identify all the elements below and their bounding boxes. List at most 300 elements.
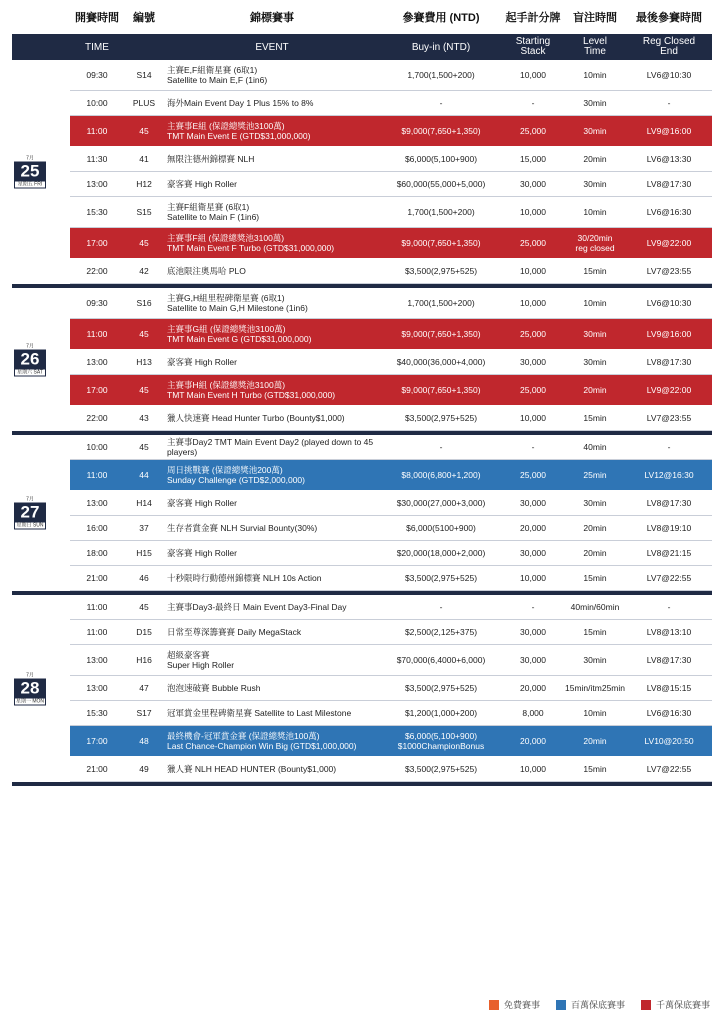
event-level-main: 10min: [583, 298, 607, 308]
event-name: [164, 602, 380, 612]
event-stack: 25,000: [520, 470, 546, 480]
event-stack: 30,000: [520, 627, 546, 637]
event-stack: 10,000: [520, 764, 546, 774]
event-time: 16:00: [86, 523, 108, 533]
event-name-line1: 超級豪客賽: [167, 650, 210, 660]
event-buyin: [380, 470, 502, 480]
header-time-en: TIME: [85, 41, 109, 53]
event-buyin: [380, 385, 502, 395]
event-name-line1: 十秒限時行動德州錦標賽 NLH 10s Action: [167, 573, 322, 583]
event-stack: 10,000: [520, 413, 546, 423]
event-name-line2: TMT Main Event F Turbo (GTD$31,000,000): [167, 243, 335, 253]
event-number: 44: [139, 470, 149, 480]
date-day: 27: [14, 503, 46, 523]
event-time: 11:30: [86, 154, 108, 164]
table-row: [70, 350, 712, 375]
event-stack: 30,000: [520, 357, 546, 367]
event-buyin-main: -: [439, 602, 443, 612]
legend-item: [641, 998, 710, 1011]
event-buyin-main: $20,000(18,000+2,000): [396, 548, 486, 558]
event-name-line1: 海外Main Event Day 1 Plus 15% to 8%: [167, 98, 314, 108]
table-row: [70, 620, 712, 645]
event-level: [564, 207, 626, 217]
event-time: 17:00: [86, 238, 108, 248]
event-buyin: [380, 764, 502, 774]
event-time: 21:00: [86, 764, 108, 774]
event-level-main: 30min: [583, 655, 607, 665]
event-level: [564, 655, 626, 665]
event-time: 15:30: [86, 207, 108, 217]
event-name-line1: 豪客賽 High Roller: [167, 498, 237, 508]
event-buyin-main: $70,000(6,4000+6,000): [396, 655, 486, 665]
event-buyin-main: $1,200(1,000+200): [404, 708, 478, 718]
table-row: [70, 259, 712, 284]
day-group: [12, 288, 712, 435]
legend: [489, 998, 710, 1011]
event-buyin: [380, 573, 502, 583]
event-level: [564, 470, 626, 480]
event-name-line1: 底池限注奧馬哈 PLO: [167, 266, 246, 276]
event-number: 47: [139, 683, 149, 693]
event-stack: 25,000: [520, 238, 546, 248]
event-reg-close: LV6@16:30: [646, 207, 692, 217]
table-row: [70, 726, 712, 757]
event-name: [164, 548, 380, 558]
event-name-line1: 豪客賽 High Roller: [167, 548, 237, 558]
event-buyin: [380, 498, 502, 508]
event-name: [164, 266, 380, 276]
event-buyin-main: -: [439, 442, 443, 452]
event-time: 13:00: [86, 655, 108, 665]
event-number: 37: [139, 523, 149, 533]
table-row: [70, 595, 712, 620]
event-reg-close: LV8@17:30: [646, 655, 692, 665]
event-level-main: 25min: [583, 470, 607, 480]
event-buyin: [380, 413, 502, 423]
event-stack: 8,000: [522, 708, 544, 718]
event-level-main: 30min: [583, 498, 607, 508]
event-buyin-main: $60,000(55,000+5,000): [396, 179, 486, 189]
event-name: [164, 650, 380, 670]
event-name: [164, 683, 380, 693]
event-buyin-main: $40,000(36,000+4,000): [396, 357, 486, 367]
header-no-zh: 編號: [133, 12, 155, 24]
event-reg-close: LV7@22:55: [646, 764, 692, 774]
event-reg-close: LV6@16:30: [646, 708, 692, 718]
table-row: [70, 288, 712, 319]
event-buyin: [380, 154, 502, 164]
event-reg-close: LV6@10:30: [646, 298, 692, 308]
event-time: 09:30: [86, 70, 108, 80]
event-time: 11:00: [86, 470, 108, 480]
event-rows: [70, 435, 712, 591]
event-reg-close: LV6@10:30: [646, 70, 692, 80]
event-name-line1: 生存者賞金賽 NLH Survial Bounty(30%): [167, 523, 318, 533]
event-level: [564, 266, 626, 276]
header-reg-en: Reg Closed End: [642, 36, 696, 57]
event-time: 10:00: [86, 442, 108, 452]
event-number: 42: [139, 266, 149, 276]
event-name: [164, 465, 380, 485]
event-level: [564, 764, 626, 774]
table-row: [70, 116, 712, 147]
event-number: 45: [139, 126, 149, 136]
event-name: [164, 357, 380, 367]
event-number: H16: [136, 655, 152, 665]
event-level-main: 20min: [583, 154, 607, 164]
table-row: [70, 228, 712, 259]
date-weekday: 星期日 SUN: [14, 523, 46, 530]
event-name-line1: 主賽事E組 (保證總獎池3100萬): [167, 121, 285, 131]
event-name-line2: Satellite to Main E,F (1in6): [167, 75, 268, 85]
event-reg-close: LV7@22:55: [646, 573, 692, 583]
event-name-line2: Last Chance-Champion Win Big (GTD$1,000,000): [167, 741, 357, 751]
event-buyin: [380, 627, 502, 637]
event-level-main: 40min/60min: [570, 602, 620, 612]
event-level: [564, 179, 626, 189]
table-row: [70, 435, 712, 460]
event-level-main: 15min: [583, 573, 607, 583]
event-name: [164, 413, 380, 423]
event-number: 49: [139, 764, 149, 774]
event-buyin: [380, 442, 502, 452]
event-name-line1: 主賽事Day2 TMT Main Event Day2 (played down to 45 players): [167, 437, 374, 457]
event-reg-close: LV9@22:00: [646, 238, 692, 248]
event-buyin: [380, 357, 502, 367]
event-buyin: [380, 655, 502, 665]
event-time: 11:00: [86, 602, 108, 612]
table-row: [70, 566, 712, 591]
event-time: 18:00: [86, 548, 108, 558]
event-name: [164, 179, 380, 189]
event-level-main: 30/20min: [577, 233, 613, 243]
event-reg-close: LV8@17:30: [646, 498, 692, 508]
day-group: [12, 595, 712, 786]
event-buyin: [380, 126, 502, 136]
event-reg-close: LV6@13:30: [646, 154, 692, 164]
event-stack: 30,000: [520, 548, 546, 558]
header-stack-zh: 起手計分牌: [505, 12, 561, 24]
event-reg-close: LV8@13:10: [646, 627, 692, 637]
event-level: [564, 233, 626, 253]
event-level: [564, 602, 626, 612]
event-number: S16: [136, 298, 152, 308]
event-name-line2: Sunday Challenge (GTD$2,000,000): [167, 475, 305, 485]
event-level-main: 10min: [583, 70, 607, 80]
event-buyin-main: $30,000(27,000+3,000): [396, 498, 486, 508]
event-name-line1: 周日挑戰賽 (保證總獎池200萬): [167, 465, 283, 475]
event-rows: [70, 60, 712, 284]
day-group: [12, 435, 712, 595]
event-name-line1: 獵人賽 NLH HEAD HUNTER (Bounty$1,000): [167, 764, 337, 774]
event-stack: 10,000: [520, 207, 546, 217]
event-time: 22:00: [86, 266, 108, 276]
event-level: [564, 329, 626, 339]
header-english: [12, 34, 712, 60]
event-number: 46: [139, 573, 149, 583]
event-number: H12: [136, 179, 152, 189]
table-row: [70, 60, 712, 91]
event-time: 17:00: [86, 736, 108, 746]
event-name-line2: Super High Roller: [167, 660, 235, 670]
event-number: PLUS: [132, 98, 156, 108]
event-stack: 15,000: [520, 154, 546, 164]
event-number: 45: [139, 238, 149, 248]
event-stack: -: [531, 602, 535, 612]
event-reg-close: LV8@19:10: [646, 523, 692, 533]
event-number: S17: [136, 708, 152, 718]
event-name-line1: 主賽G,H組里程碑衛星賽 (6取1): [167, 293, 285, 303]
event-name-line1: 主賽事F組 (保證總獎池3100萬): [167, 233, 285, 243]
event-time: 10:00: [86, 98, 108, 108]
event-level: [564, 498, 626, 508]
event-time: 13:00: [86, 498, 108, 508]
event-stack: 25,000: [520, 126, 546, 136]
event-buyin-main: 1,700(1,500+200): [407, 298, 475, 308]
event-buyin-extra: $1000ChampionBonus: [397, 741, 485, 751]
event-buyin: [380, 266, 502, 276]
header-level-zh: 盲注時間: [573, 12, 617, 24]
event-reg-close: LV9@16:00: [646, 126, 692, 136]
event-name-line2: TMT Main Event H Turbo (GTD$31,000,000): [167, 390, 336, 400]
event-time: 13:00: [86, 357, 108, 367]
event-name: [164, 324, 380, 344]
event-stack: 25,000: [520, 329, 546, 339]
event-level: [564, 736, 626, 746]
event-number: 45: [139, 329, 149, 339]
event-name: [164, 293, 380, 313]
event-rows: [70, 595, 712, 782]
event-name-line1: 冠軍賞金里程碑衛星賽 Satellite to Last Milestone: [167, 708, 352, 718]
event-number: 41: [139, 154, 149, 164]
event-buyin-main: $6,000(5,100+900): [404, 731, 478, 741]
event-level: [564, 413, 626, 423]
event-number: H15: [136, 548, 152, 558]
event-name: [164, 121, 380, 141]
event-name: [164, 731, 380, 751]
event-stack: -: [531, 442, 535, 452]
header-stack-en: Starting Stack: [515, 36, 551, 57]
event-buyin-main: $6,000(5100+900): [406, 523, 476, 533]
event-name: [164, 380, 380, 400]
table-row: [70, 406, 712, 431]
header-reg-zh: 最後參賽時間: [636, 12, 702, 24]
date-weekday: 星期六 SAT: [14, 369, 46, 376]
date-month: 7月: [26, 496, 34, 503]
event-buyin-main: $9,000(7,650+1,350): [401, 329, 481, 339]
header-chinese: [12, 0, 712, 34]
event-name: [164, 627, 380, 637]
event-buyin: [380, 70, 502, 80]
event-name-line1: 豪客賽 High Roller: [167, 357, 237, 367]
event-name: [164, 708, 380, 718]
event-level: [564, 298, 626, 308]
event-buyin: [380, 708, 502, 718]
event-reg-close: LV12@16:30: [644, 470, 694, 480]
event-name: [164, 764, 380, 774]
event-level: [564, 442, 626, 452]
header-event-en: EVENT: [255, 41, 289, 53]
event-level: [564, 357, 626, 367]
event-level-main: 10min: [583, 207, 607, 217]
event-name: [164, 65, 380, 85]
header-time-zh: 開賽時間: [75, 12, 119, 24]
legend-label: 百萬保底賽事: [570, 1000, 625, 1010]
legend-swatch: [556, 1000, 566, 1010]
legend-item: [489, 998, 540, 1011]
event-name-line2: TMT Main Event G (GTD$31,000,000): [167, 334, 312, 344]
event-reg-close: LV10@20:50: [644, 736, 694, 746]
event-time: 13:00: [86, 683, 108, 693]
event-reg-close: LV9@22:00: [646, 385, 692, 395]
event-reg-close: LV8@17:30: [646, 357, 692, 367]
event-buyin-main: $3,500(2,975+525): [404, 266, 478, 276]
table-row: [70, 460, 712, 491]
header-buyin-en: Buy-in (NTD): [411, 41, 471, 53]
event-stack: 10,000: [520, 266, 546, 276]
event-name-line1: 泡泡速破賽 Bubble Rush: [167, 683, 261, 693]
event-name-line1: 主賽E,F組衛星賽 (6取1): [167, 65, 258, 75]
event-level: [564, 126, 626, 136]
event-stack: -: [531, 98, 535, 108]
event-time: 11:00: [86, 627, 108, 637]
event-name-line1: 獵人快速賽 Head Hunter Turbo (Bounty$1,000): [167, 413, 345, 423]
date-month: 7月: [26, 343, 34, 349]
event-level: [564, 70, 626, 80]
table-row: [70, 147, 712, 172]
event-name-line1: 豪客賽 High Roller: [167, 179, 237, 189]
header-level-en: Level Time: [583, 36, 607, 57]
event-level: [564, 573, 626, 583]
event-reg-close: LV7@23:55: [646, 413, 692, 423]
event-level-main: 30min: [583, 98, 607, 108]
event-level: [564, 548, 626, 558]
table-row: [70, 645, 712, 676]
event-name: [164, 233, 380, 253]
event-time: 17:00: [86, 385, 108, 395]
event-level-main: 15min/itm25min: [565, 683, 625, 693]
date-day: 25: [14, 162, 46, 182]
event-buyin-main: $9,000(7,650+1,350): [401, 385, 481, 395]
event-stack: 10,000: [520, 573, 546, 583]
table-row: [70, 701, 712, 726]
event-name-line1: 最終機會-冠軍賞金賽 (保證總獎池100萬): [167, 731, 320, 741]
event-level-main: 20min: [583, 523, 607, 533]
event-buyin-main: $3,500(2,975+525): [404, 683, 478, 693]
event-level-note: reg closed: [575, 243, 615, 253]
event-buyin: [380, 731, 502, 751]
schedule-table: [12, 0, 712, 786]
date-badge: [14, 156, 46, 189]
table-row: [70, 375, 712, 406]
date-day: 26: [14, 349, 46, 369]
event-time: 11:00: [86, 329, 108, 339]
event-name-line2: Satellite to Main G,H Milestone (1in6): [167, 303, 308, 313]
event-buyin-main: $3,500(2,975+525): [404, 764, 478, 774]
legend-swatch: [641, 1000, 651, 1010]
event-level-main: 30min: [583, 329, 607, 339]
event-time: 21:00: [86, 573, 108, 583]
event-number: 45: [139, 602, 149, 612]
event-buyin-main: -: [439, 98, 443, 108]
event-level: [564, 523, 626, 533]
event-number: H13: [136, 357, 152, 367]
event-buyin-main: $9,000(7,650+1,350): [401, 126, 481, 136]
event-buyin: [380, 298, 502, 308]
event-number: D15: [136, 627, 152, 637]
legend-item: [556, 998, 625, 1011]
event-stack: 30,000: [520, 498, 546, 508]
date-month: 7月: [26, 672, 34, 678]
event-name: [164, 573, 380, 583]
date-badge: [14, 343, 46, 376]
event-name-line1: 無限注德州錦標賽 NLH: [167, 154, 255, 164]
event-level-main: 30min: [583, 126, 607, 136]
event-buyin-main: $3,500(2,975+525): [404, 413, 478, 423]
event-level-main: 30min: [583, 179, 607, 189]
event-buyin-main: 1,700(1,500+200): [407, 70, 475, 80]
table-row: [70, 541, 712, 566]
event-reg-close: -: [667, 442, 671, 452]
event-buyin: [380, 207, 502, 217]
event-time: 09:30: [86, 298, 108, 308]
event-buyin: [380, 523, 502, 533]
event-reg-close: -: [667, 98, 671, 108]
event-number: S15: [136, 207, 152, 217]
date-weekday: 星期五 FRI: [14, 182, 46, 189]
legend-label: 千萬保底賽事: [655, 1000, 710, 1010]
event-stack: 20,000: [520, 683, 546, 693]
event-rows: [70, 288, 712, 431]
event-name-line1: 主賽事Day3-最終日 Main Event Day3-Final Day: [167, 602, 347, 612]
table-row: [70, 491, 712, 516]
event-buyin-main: $6,000(5,100+900): [404, 154, 478, 164]
event-name-line2: TMT Main Event E (GTD$31,000,000): [167, 131, 311, 141]
event-level: [564, 98, 626, 108]
event-buyin-main: $8,000(6,800+1,200): [401, 470, 481, 480]
event-reg-close: LV8@15:15: [646, 683, 692, 693]
legend-swatch: [489, 1000, 499, 1010]
event-level: [564, 154, 626, 164]
event-buyin: [380, 602, 502, 612]
event-stack: 10,000: [520, 70, 546, 80]
event-reg-close: LV7@23:55: [646, 266, 692, 276]
event-stack: 25,000: [520, 385, 546, 395]
date-weekday: 星期一 MON: [15, 698, 45, 704]
date-month: 7月: [26, 155, 34, 162]
event-reg-close: LV8@17:30: [646, 179, 692, 189]
event-level-main: 20min: [583, 548, 607, 558]
legend-label: 免費賽事: [503, 1000, 540, 1010]
event-level-main: 20min: [583, 385, 607, 395]
event-reg-close: LV9@16:00: [646, 329, 692, 339]
event-reg-close: LV8@21:15: [646, 548, 692, 558]
day-group: [12, 60, 712, 288]
event-name: [164, 98, 380, 108]
event-buyin: [380, 98, 502, 108]
table-row: [70, 197, 712, 228]
event-stack: 20,000: [520, 523, 546, 533]
event-stack: 30,000: [520, 179, 546, 189]
event-buyin-main: $3,500(2,975+525): [404, 573, 478, 583]
event-level: [564, 627, 626, 637]
table-row: [70, 319, 712, 350]
event-stack: 10,000: [520, 298, 546, 308]
event-name-line2: Satellite to Main F (1in6): [167, 212, 260, 222]
event-name-line1: 主賽事G組 (保證總獎池3100萬): [167, 324, 286, 334]
event-level-main: 15min: [583, 764, 607, 774]
day-groups: [12, 60, 712, 786]
